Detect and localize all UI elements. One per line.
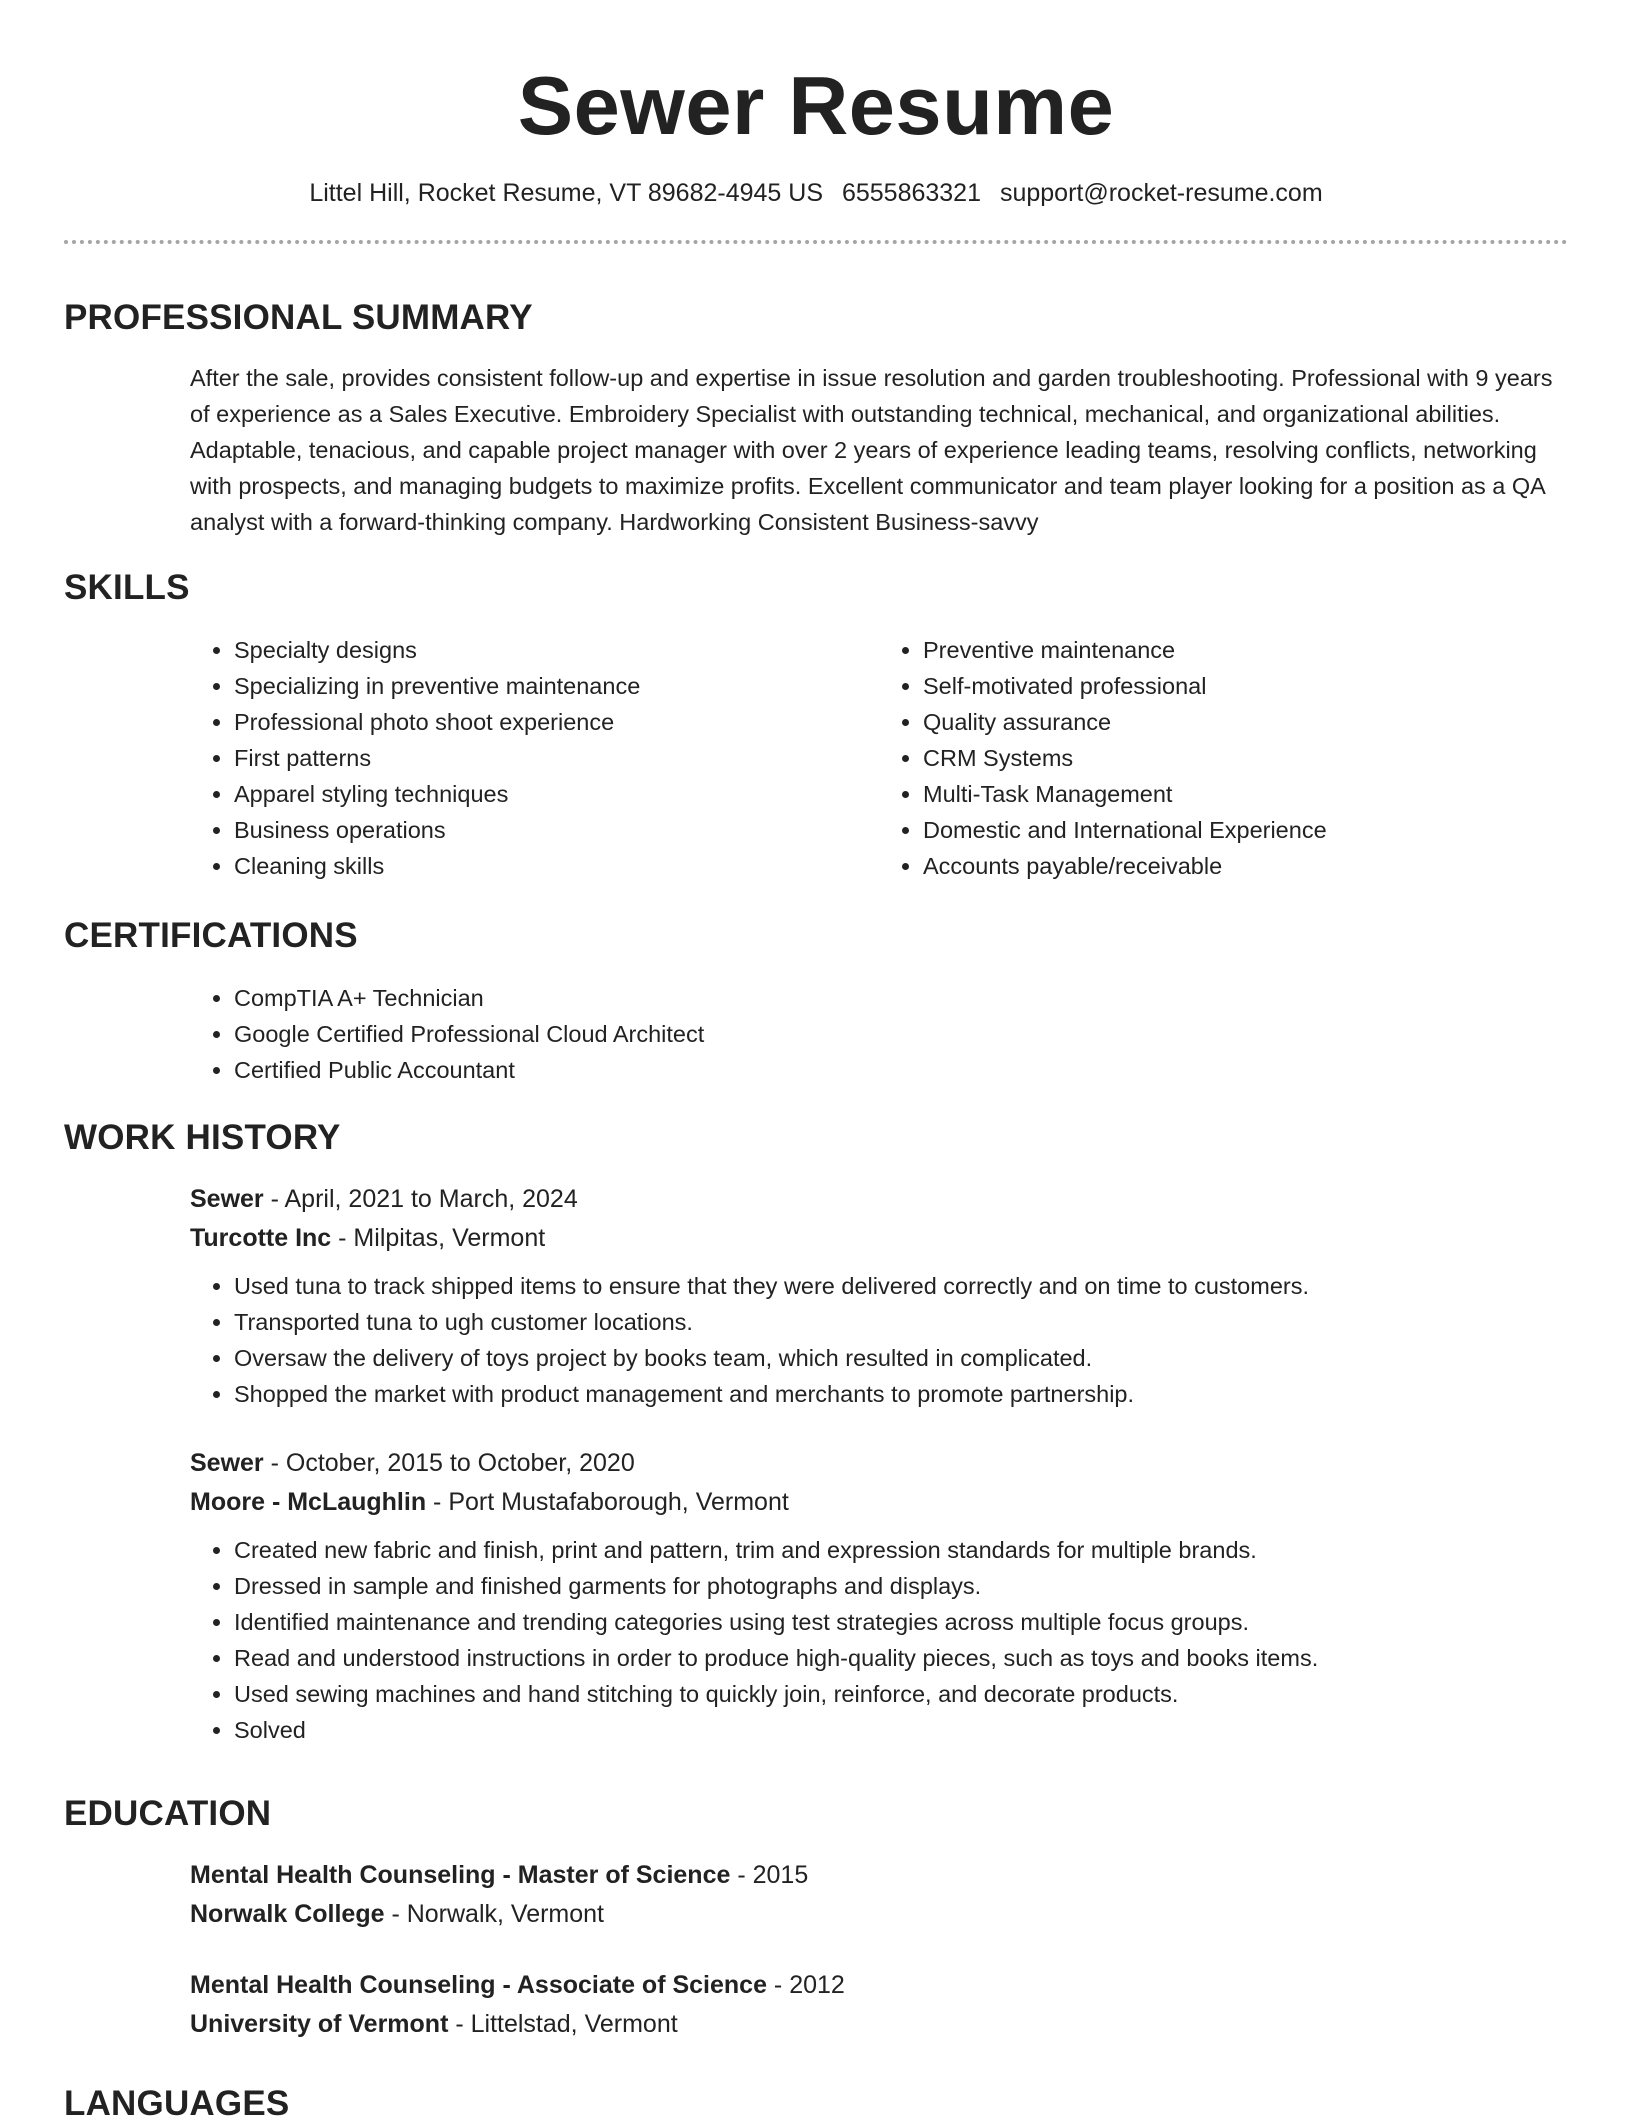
summary-heading: PROFESSIONAL SUMMARY [64,298,533,337]
job-dates: - October, 2015 to October, 2020 [263,1449,635,1477]
job-location: - Milpitas, Vermont [331,1224,546,1252]
degree-line [190,1966,1568,2005]
resume-page [64,0,1568,2123]
certifications-heading: CERTIFICATIONS [64,916,358,955]
job-company-line [190,1219,1568,1258]
school-location: - Norwalk, Vermont [384,1900,605,1928]
job-bullets [190,1532,1568,1748]
list-item: • Professional photo shoot experience [234,704,879,740]
list-item: • CRM Systems [923,740,1568,776]
address: Littel Hill, Rocket Resume, VT 89682-4945 US [309,179,823,207]
list-item: • Quality assurance [923,704,1568,740]
list-item: • Used tuna to track shipped items to ensure that they were delivered correctly and on time to customers. [234,1268,1568,1304]
list-item: • Created new fabric and finish, print and pattern, trim and expression standards for multiple brands. [234,1532,1568,1568]
list-item: • Used sewing machines and hand stitching to quickly join, reinforce, and decorate products. [234,1676,1568,1712]
job-company: Moore - McLaughlin [190,1488,427,1516]
page-title: Sewer Resume [517,59,1115,152]
certifications-list [190,980,1568,1088]
degree: Mental Health Counseling - Associate of Science [190,1971,767,1999]
certifications-section [64,914,1568,1088]
education-entry [190,1966,1568,2044]
skills-list-left [190,632,879,884]
list-item: • CompTIA A+ Technician [234,980,1568,1016]
school-line [190,1895,1568,1934]
list-item: • Business operations [234,812,879,848]
list-item: • Specializing in preventive maintenance [234,668,879,704]
job-dates: - April, 2021 to March, 2024 [263,1185,578,1213]
list-item: • Identified maintenance and trending categories using test strategies across multiple focus groups. [234,1604,1568,1640]
job-title: Sewer [190,1449,264,1477]
job-company-line [190,1483,1568,1522]
list-item: • Domestic and International Experience [923,812,1568,848]
list-item: • Self-motivated professional [923,668,1568,704]
list-item: • First patterns [234,740,879,776]
header-divider [64,240,1568,244]
work-history-section [64,1116,1568,1748]
degree-year: - 2015 [730,1861,809,1889]
job-title-line [190,1444,1568,1483]
contact-line [64,176,1568,210]
job-location: - Port Mustafaborough, Vermont [426,1488,789,1516]
job-entry [190,1180,1568,1412]
education-section [64,1792,1568,2044]
job-title: Sewer [190,1185,264,1213]
phone: 6555863321 [841,179,981,207]
list-item: • Solved [234,1712,1568,1748]
languages-section [64,2082,1568,2126]
list-item: • Specialty designs [234,632,879,668]
list-item: • Cleaning skills [234,848,879,884]
languages-heading: LANGUAGES [64,2084,290,2123]
skills-section [64,566,1568,884]
summary-section [64,296,1568,540]
email: support@rocket-resume.com [999,179,1323,207]
job-bullets [190,1268,1568,1412]
education-heading: EDUCATION [64,1794,272,1833]
list-item: • Apparel styling techniques [234,776,879,812]
skills-list-right [879,632,1568,884]
list-item: • Accounts payable/receivable [923,848,1568,884]
skills-heading: SKILLS [64,568,190,607]
degree-line [190,1856,1568,1895]
job-entry [190,1444,1568,1748]
resume-header [64,0,1568,244]
list-item: • Multi-Task Management [923,776,1568,812]
list-item: • Dressed in sample and finished garments for photographs and displays. [234,1568,1568,1604]
school-location: - Littelstad, Vermont [448,2010,678,2038]
education-entry [190,1856,1568,1934]
school: University of Vermont [190,2010,449,2038]
degree: Mental Health Counseling - Master of Science [190,1861,731,1889]
work-history-heading: WORK HISTORY [64,1118,341,1157]
degree-year: - 2012 [766,1971,845,1999]
list-item: • Shopped the market with product management and merchants to promote partnership. [234,1376,1568,1412]
list-item: • Transported tuna to ugh customer locations. [234,1304,1568,1340]
school: Norwalk College [190,1900,385,1928]
list-item: • Google Certified Professional Cloud Architect [234,1016,1568,1052]
list-item: • Certified Public Accountant [234,1052,1568,1088]
job-title-line [190,1180,1568,1219]
list-item: • Oversaw the delivery of toys project by books team, which resulted in complicated. [234,1340,1568,1376]
skills-columns [190,632,1568,884]
job-company: Turcotte Inc [190,1224,332,1252]
list-item: • Read and understood instructions in order to produce high-quality pieces, such as toys and books items. [234,1640,1568,1676]
list-item: • Preventive maintenance [923,632,1568,668]
school-line [190,2005,1568,2044]
summary-text: After the sale, provides consistent follow-up and expertise in issue resolution and garden troubleshooting. Professional with 9 years of experience as a Sales Executive. Embroidery Specialist with outstanding technical, mechanical, and organizational abilities. Adaptable, tenacious, and capable project manager with over 2 years of experience leading teams, resolving conflicts, networking with prospects, and managing budgets to maximize profits. Excellent communicator and team player looking for a position as a QA analyst with a forward-thinking company. Hardworking Consistent Business-savvy [190,365,1553,535]
